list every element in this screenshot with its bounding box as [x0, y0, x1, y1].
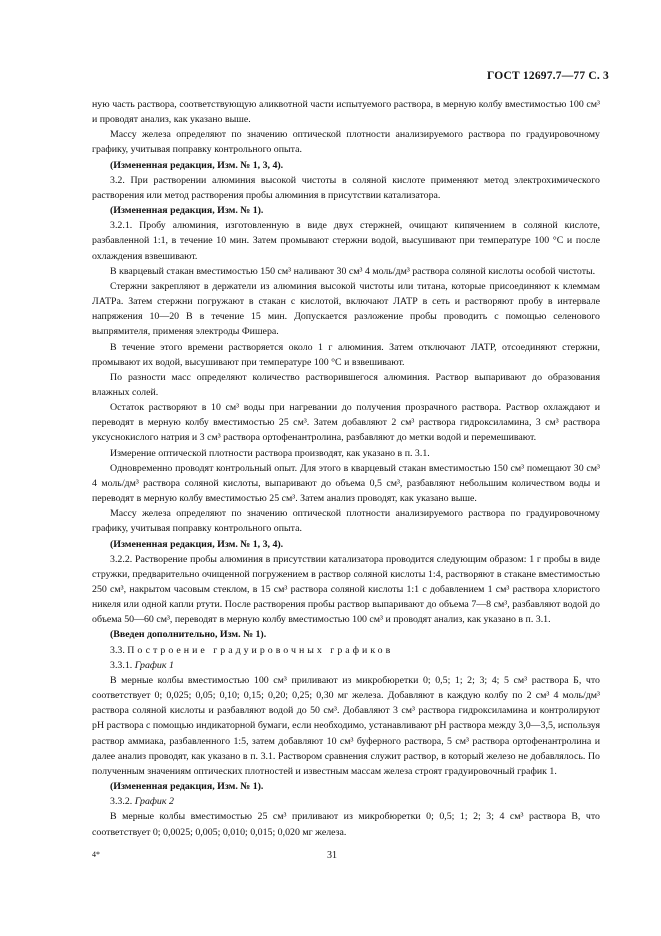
- document-body: [92, 97, 600, 840]
- page-header: ГОСТ 12697.7—77 С. 3: [486, 70, 609, 82]
- paragraph: (Измененная редакция, Изм. № 1, 3, 4).: [110, 159, 284, 171]
- section-number: 3.3.: [110, 644, 125, 656]
- text-block-1: [92, 97, 600, 643]
- paragraph: Стержни закрепляют в держатели из алюминия высокой чистоты или титана, которые присоединяют к клеммам ЛАТРа. Затем стержни погружают в стакан с кислотой, включают ЛАТР в сеть и растворяют пробу в интервале напряжения 10—20 В в течение 15 мин. Допускается разложение пробы проводить с помощью селенового выпрямителя, применяя электроды Фишера.: [92, 280, 600, 338]
- paragraph: По разности масс определяют количество растворившегося алюминия. Раствор выпаривают до образования влажных солей.: [92, 371, 600, 398]
- paragraph: Одновременно проводят контрольный опыт. Для этого в кварцевый стакан вместимостью 150 см³ помещают 30 см³ 4 моль/дм³ раствора соляной кислоты, выпаривают до объема 0,5 см³, разбавляют небольшим количеством воды и переводят в мерную колбу вместимостью 25 см³. Затем анализ проводят, как указано выше.: [92, 462, 600, 505]
- paragraph: (Введен дополнительно, Изм. № 1).: [110, 629, 267, 641]
- paragraph: 3.2. При растворении алюминия высокой чистоты в соляной кислоте применяют метод электрохимического растворения или метод растворения пробы алюминия в присутствии катализатора.: [92, 174, 600, 201]
- footer-mark: 4*: [92, 850, 100, 859]
- paragraph: В кварцевый стакан вместимостью 150 см³ наливают 30 см³ 4 моль/дм³ раствора соляной кислоты особой чистоты.: [110, 265, 596, 277]
- subsection-title: График 2: [134, 796, 174, 808]
- paragraph: (Измененная редакция, Изм. № 1, 3, 4).: [110, 538, 284, 550]
- paragraph: ную часть раствора, соответствующую аликвотной части испытуемого раствора, в мерную колбу вместимостью 100 см³ и проводят анализ, как указано выше.: [92, 99, 600, 126]
- page-number: 31: [327, 850, 337, 861]
- subsection-number: 3.3.2.: [110, 796, 135, 808]
- paragraph: (Измененная редакция, Изм. № 1).: [110, 781, 264, 793]
- paragraph: В течение этого времени растворяется около 1 г алюминия. Затем отключают ЛАТР, отсоединяют стержни, промывают их водой, высушивают при температуре 100 °С и взвешивают.: [92, 341, 600, 368]
- paragraph: [92, 794, 600, 809]
- paragraph: Остаток растворяют в 10 см³ воды при нагревании до получения прозрачного раствора. Раствор охлаждают и переводят в мерную колбу вместимостью 25 см³. Затем добавляют 2 см³ раствора гидроксиламина, 3 см³ раствора уксуснокислого натрия и 3 см³ раствора ортофенантролина, разбавляют до метки водой и перемешивают.: [92, 402, 600, 444]
- subsection-number: 3.3.1.: [110, 659, 135, 671]
- section-heading-3-3: [92, 643, 600, 658]
- paragraph: Измерение оптической плотности раствора производят, как указано в п. 3.1.: [110, 447, 430, 459]
- paragraph: В мерные колбы вместимостью 25 см³ приливают из микробюретки 0; 0,5; 1; 2; 3; 4 см³ раствора В, что соответствует 0; 0,0025; 0,005; 0,010; 0,015; 0,020 мг железа.: [92, 811, 600, 838]
- paragraph: Массу железа определяют по значению оптической плотности анализируемого раствора по градуировочному графику, учитывая поправку контрольного опыта.: [92, 129, 600, 156]
- paragraph: В мерные колбы вместимостью 100 см³ приливают из микробюретки 0; 0,5; 1; 2; 3; 4; 5 см³ раствора Б, что соответствует 0; 0,025; 0,05; 0,10; 0,15; 0,20; 0,25; 0,30 мг железа. Добавляют в каждую колбу по 2 см³ 4 моль/дм³ раствора соляной кислоты и разбавляют водой до 50 см³. Добавляют 3 см³ раствора гидроксиламина и контролируют рН раствора с помощью индикаторной бумаги, если необходимо, устанавливают рН раствора между 3,0—3,5, используя раствор аммиака, разбавленного 1:5, затем добавляют 10 см³ буферного раствора, 5 см³ раствора ортофенантролина и далее анализ проводят, как указано в п. 3.1. Раствором сравнения служит раствор, в который железо не добавлялось. По полученным значениям оптических плотностей и известным массам железа строят градуировочный график 1.: [92, 674, 600, 777]
- paragraph: [92, 658, 600, 673]
- text-block-2: [92, 658, 600, 840]
- paragraph: 3.2.1. Пробу алюминия, изготовленную в виде двух стержней, очищают кипячением в соляной кислоте, разбавленной 1:1, в течение 10 мин. Затем промывают стержни водой, высушивают при температуре 100 °С и после охлаждения взвешивают.: [92, 220, 600, 262]
- section-title: Построение градуировочных графиков: [127, 644, 394, 656]
- subsection-title: График 1: [134, 659, 174, 671]
- paragraph: 3.2.2. Растворение пробы алюминия в присутствии катализатора проводится следующим образом: 1 г пробы в виде стружки, предварительно очищенной погружением в раствор соляной кислоты 1:4, растворяют в стакане вместимостью 250 см³, накрытом часовым стеклом, в 15 см³ раствора соляной кислоты 1:1 с добавлением 1 см³ раствора хлористого никеля или одной капли ртути. После растворения пробы раствор выпаривают до объема 7—8 см³, разбавляют водой до объема 50—60 см³, переводят в мерную колбу вместимостью 100 см³ и проводят анализ, как указано в п. 3.1.: [92, 553, 600, 626]
- paragraph: Массу железа определяют по значению оптической плотности анализируемого раствора по градуировочному графику, учитывая поправку контрольного опыта.: [92, 508, 600, 535]
- paragraph: (Измененная редакция, Изм. № 1).: [110, 205, 264, 217]
